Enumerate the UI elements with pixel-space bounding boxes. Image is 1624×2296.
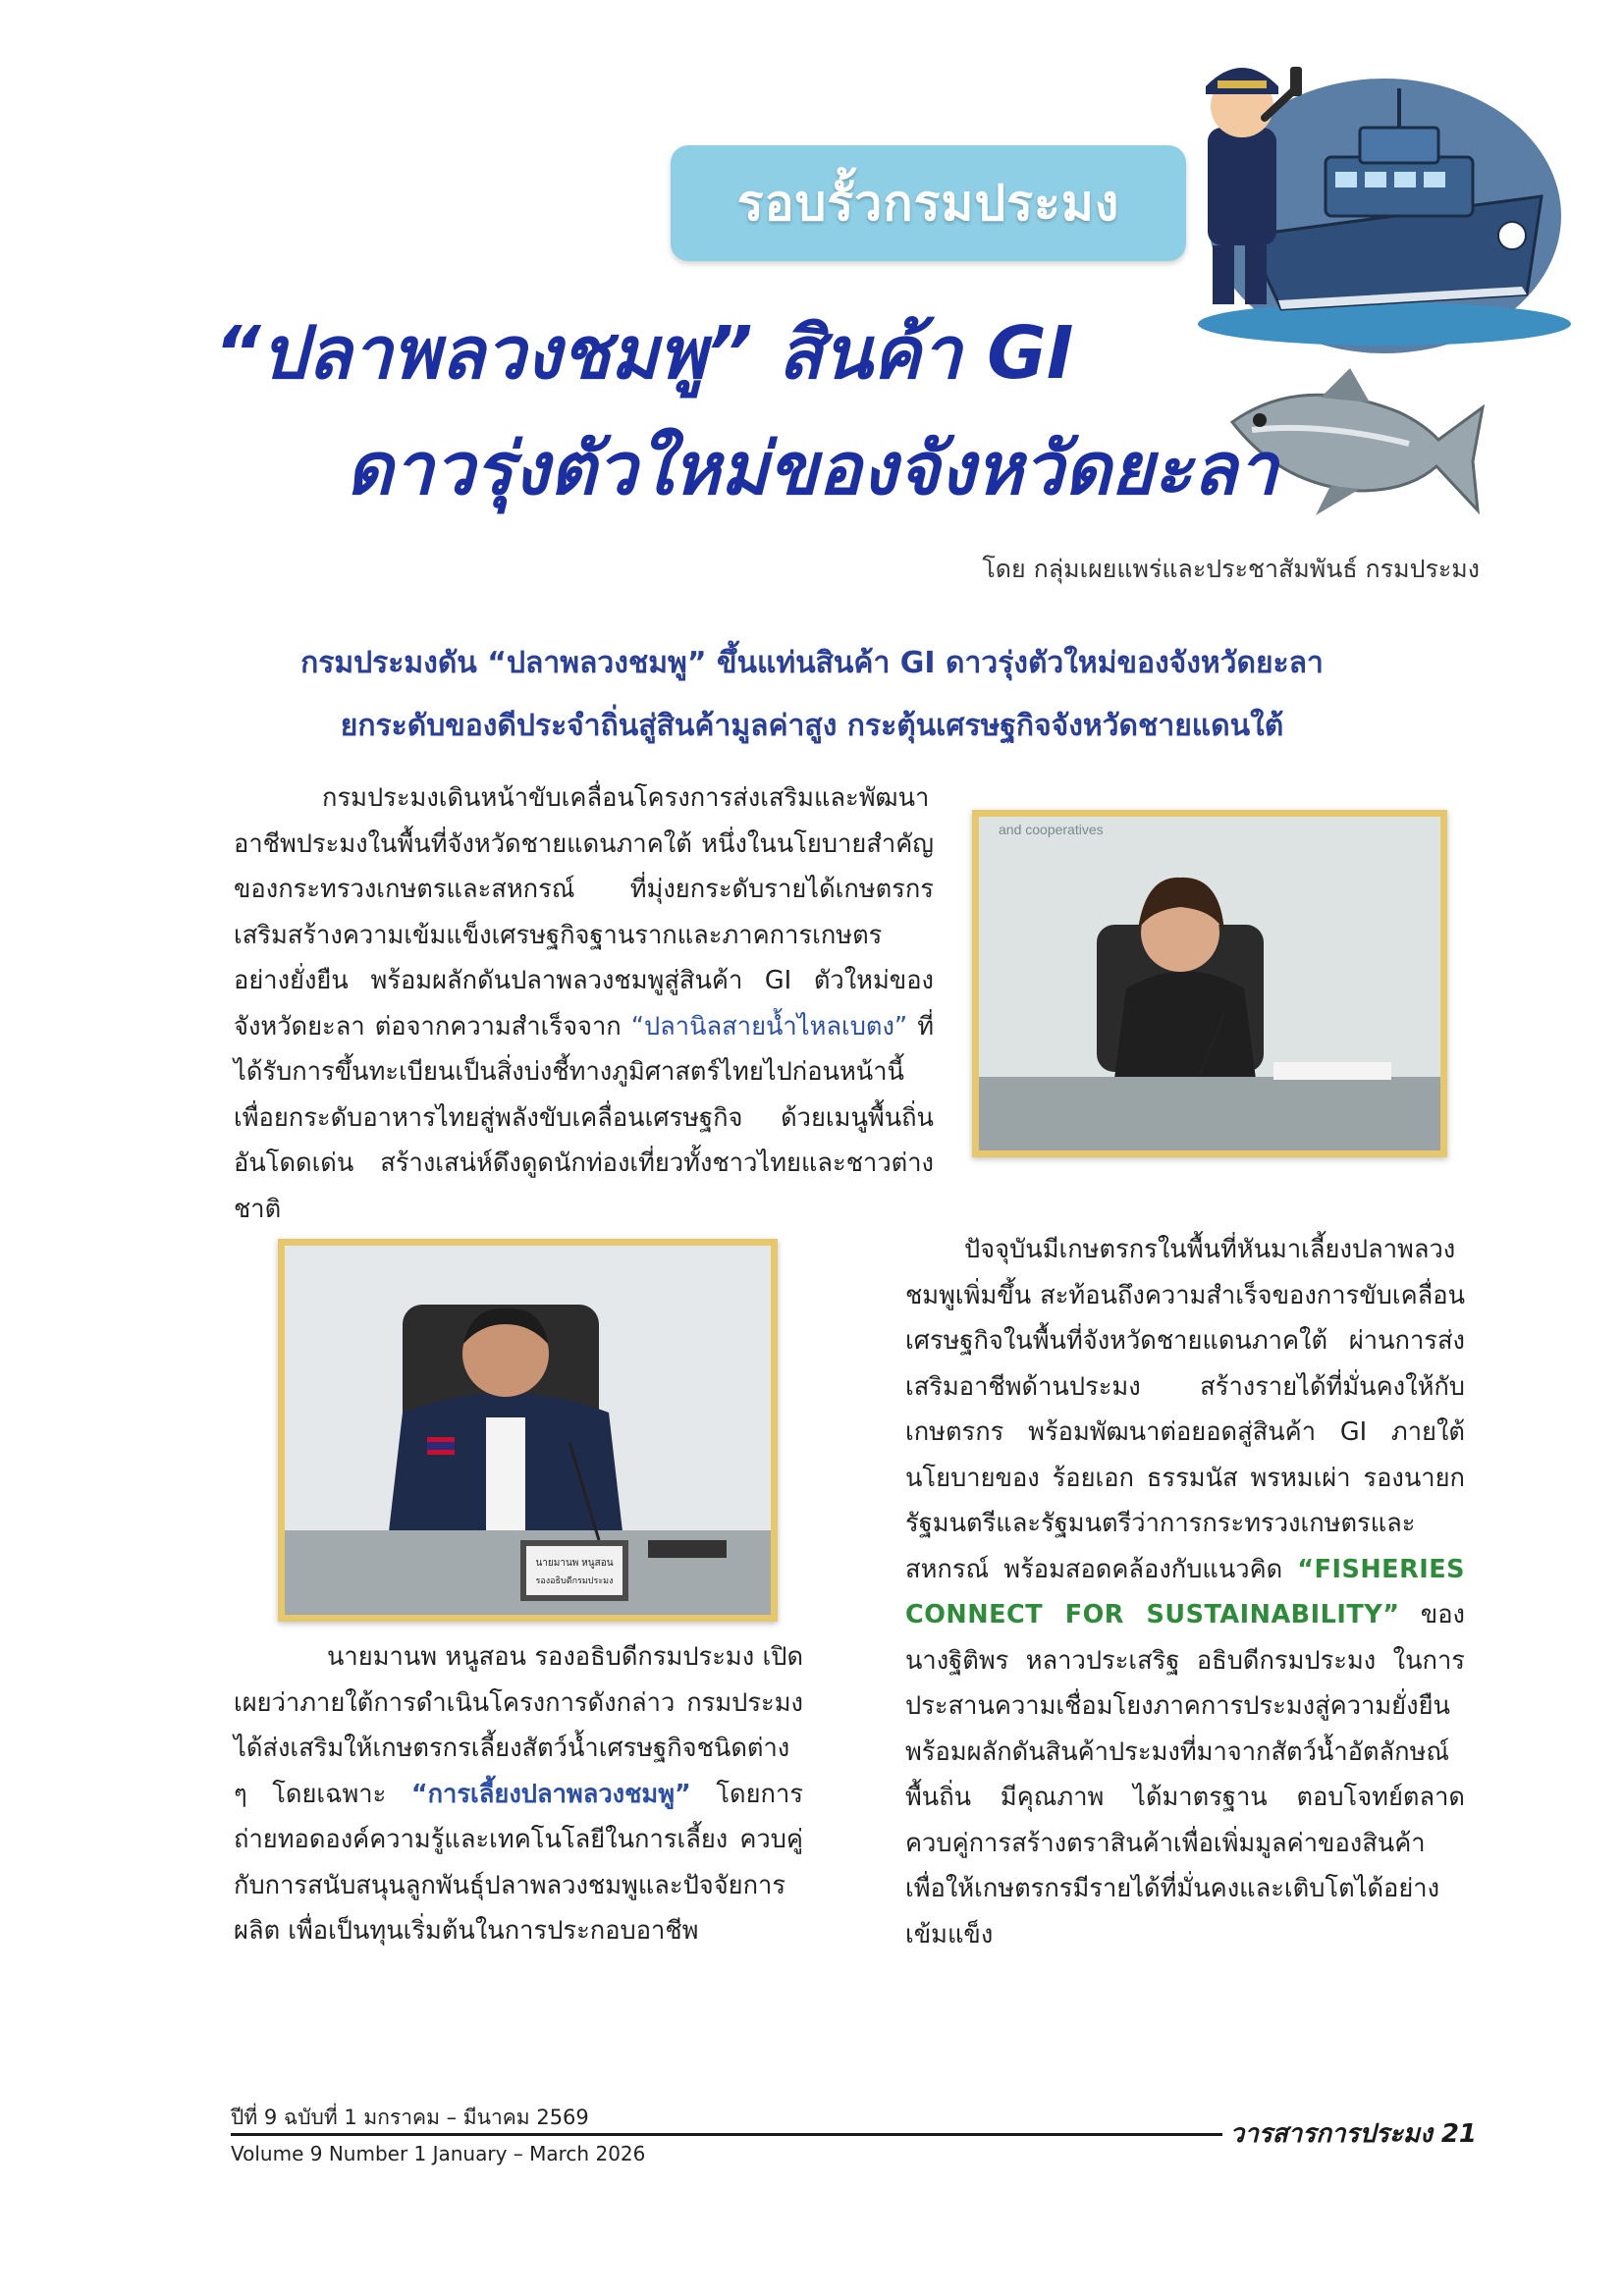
paragraph-3-slogan: “FISHERIES CONNECT FOR SUSTAINABILITY”	[905, 1554, 1465, 1629]
footer-divider	[231, 2133, 1222, 2136]
photo-deputy-director	[278, 1239, 778, 1622]
nameplate-line1: นายมานพ หนูสอน	[535, 1558, 614, 1569]
paragraph-1	[234, 775, 934, 1232]
fisheries-officer-boat-illustration	[1188, 29, 1581, 353]
footer-issue-thai: ปีที่ 9 ฉบับที่ 1 มกราคม – มีนาคม 2569	[231, 2106, 589, 2129]
paragraph-2	[234, 1634, 803, 1954]
nameplate-line2: รองอธิบดีกรมประมง	[535, 1575, 614, 1585]
photo-official-woman	[972, 810, 1447, 1157]
section-badge	[671, 145, 1186, 261]
paragraph-2-highlight: “การเลี้ยงปลาพลวงชมพู”	[410, 1779, 691, 1809]
article-title-line1: “ปลาพลวงชมพู” สินค้า GI	[214, 311, 1074, 396]
paragraph-3	[905, 1227, 1465, 1957]
paragraph-1-text-a: กรมประมงเดินหน้าขับเคลื่อนโครงการส่งเสริมและพัฒนาอาชีพประมงในพื้นที่จังหวัดชายแดนภาคใต้ หนึ่งในนโยบายสำคัญของกระทรวงเกษตรและสหกรณ์ ที่มุ่งยกระดับรายได้เกษตรกร เสริมสร้างความเข้มแข็งเศรษฐกิจฐานรากและภาคการเกษตรอย่างยั่งยืน พร้อมผลักดันปลาพลวงชมพูสู่สินค้า GI ตัวใหม่ของจังหวัดยะลา ต่อจากความสำเร็จจาก	[234, 783, 934, 1041]
paragraph-1-text-b: ที่ได้รับการขึ้นทะเบียนเป็นสิ่งบ่งชี้ทางภูมิศาสตร์ไทยไปก่อนหน้านี้ เพื่อยกระดับอาหารไทยสู่พลังขับเคลื่อนเศรษฐกิจ ด้วยเมนูพื้นถิ่นอันโดดเด่น สร้างเสน่ห์ดึงดูดนักท่องเที่ยวทั้งชาวไทยและชาวต่างชาติ	[234, 1011, 934, 1224]
paragraph-2-text-a: นายมานพ หนูสอน รองอธิบดีกรมประมง เปิดเผยว่าภายใต้การดำเนินโครงการดังกล่าว กรมประมงได้ส่งเสริมให้เกษตรกรเลี้ยงสัตว์น้ำเศรษฐกิจชนิดต่าง ๆ โดยเฉพาะ	[234, 1642, 803, 1809]
section-label: รอบรั้วกรมประมง	[736, 174, 1120, 232]
photo-official-woman-image	[979, 817, 1440, 1150]
footer-issue-english: Volume 9 Number 1 January – March 2026	[231, 2142, 646, 2165]
footer-journal-page: วารสารการประมง 21	[1229, 2119, 1477, 2149]
paragraph-3-text-b: ของนางฐิติพร หลาวประเสริฐ อธิบดีกรมประมง ในการประสานความเชื่อมโยงภาคการประมงสู่ความยั่งยืน พร้อมผลักดันสินค้าประมงที่มาจากสัตว์น้ำอัตลักษณ์พื้นถิ่น มีคุณภาพ ได้มาตรฐาน ตอบโจทย์ตลาด ควบคู่การสร้างตราสินค้าเพื่อเพิ่มมูลค่าของสินค้า เพื่อให้เกษตรกรมีรายได้ที่มั่นคงและเติบโตได้อย่างเข้มแข็ง	[905, 1600, 1465, 1949]
paragraph-3-text-a: ปัจจุบันมีเกษตรกรในพื้นที่หันมาเลี้ยงปลาพลวงชมพูเพิ่มขึ้น สะท้อนถึงความสำเร็จของการขับเคลื่อนเศรษฐกิจในพื้นที่จังหวัดชายแดนภาคใต้ ผ่านการส่งเสริมอาชีพด้านประมง สร้างรายได้ที่มั่นคงให้กับเกษตรกร พร้อมพัฒนาต่อยอดสู่สินค้า GI ภายใต้นโยบายของ ร้อยเอก ธรรมนัส พรหมเผ่า รองนายกรัฐมนตรีและรัฐมนตรีว่าการกระทรวงเกษตรและสหกรณ์ พร้อมสอดคล้องกับแนวคิด	[905, 1235, 1465, 1584]
paragraph-1-highlight: “ปลานิลสายน้ำไหลเบตง”	[630, 1011, 908, 1041]
byline: โดย กลุ่มเผยแพร่และประชาสัมพันธ์ กรมประมง	[982, 555, 1480, 583]
paragraph-2-text-b: โดยการถ่ายทอดองค์ความรู้และเทคโนโลยีในการเลี้ยง ควบคู่กับการสนับสนุนลูกพันธุ์ปลาพลวงชมพูและปัจจัยการผลิต เพื่อเป็นทุนเริ่มต้นในการประกอบอาชีพ	[234, 1779, 803, 1946]
photo-deputy-director-image	[285, 1246, 771, 1615]
lead-line1: กรมประมงดัน “ปลาพลวงชมพู” ขึ้นแท่นสินค้า GI ดาวรุ่งตัวใหม่ของจังหวัดยะลา	[300, 646, 1324, 680]
article-title-line2: ดาวรุ่งตัวใหม่ของจังหวัดยะลา	[346, 427, 1278, 511]
photo1-backdrop-text: and cooperatives	[999, 822, 1104, 837]
lead-line2: ยกระดับของดีประจำถิ่นสู่สินค้ามูลค่าสูง กระตุ้นเศรษฐกิจจังหวัดชายแดนใต้	[340, 709, 1284, 743]
